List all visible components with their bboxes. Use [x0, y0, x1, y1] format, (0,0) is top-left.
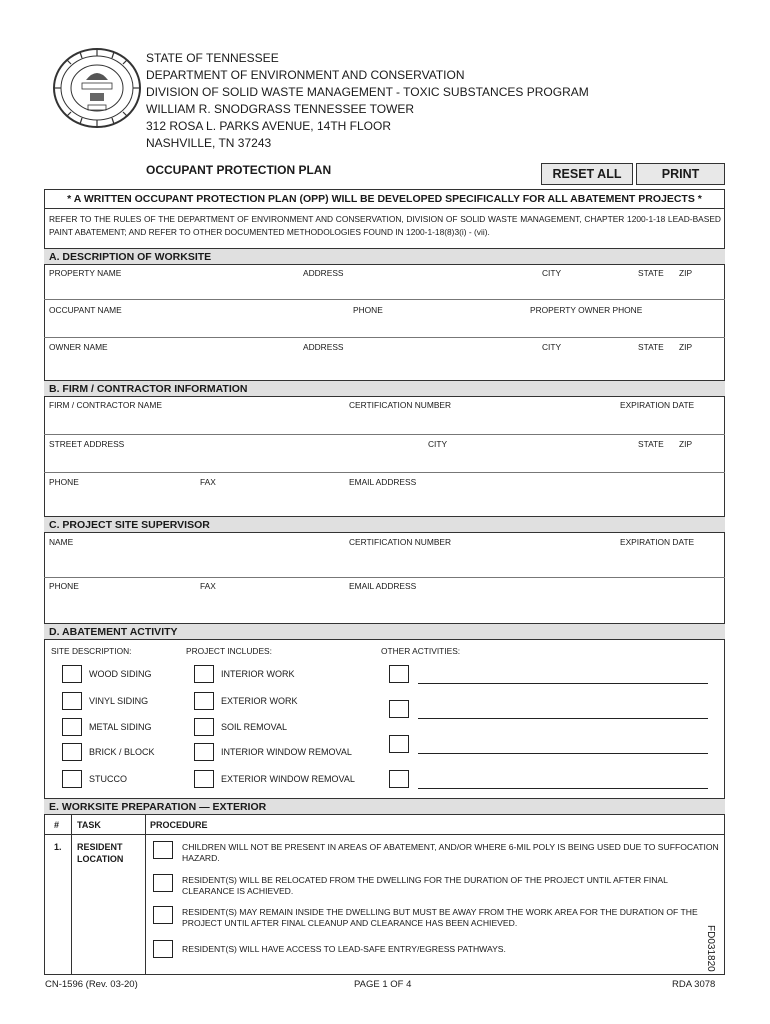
col-procedure-header: PROCEDURE [150, 820, 208, 830]
section-d-header: D. ABATEMENT ACTIVITY [44, 623, 725, 640]
divider [44, 472, 725, 473]
exterior-work-label: EXTERIOR WORK [221, 696, 298, 706]
task-resident: RESIDENT [77, 842, 123, 852]
task-location: LOCATION [77, 854, 124, 864]
form-title: OCCUPANT PROTECTION PLAN [146, 163, 332, 177]
exterior-window-removal-label: EXTERIOR WINDOW REMOVAL [221, 774, 355, 784]
address-label: ADDRESS [303, 268, 344, 278]
procedure-2-text: RESIDENT(S) WILL BE RELOCATED FROM THE DWELLING FOR THE DURATION OF THE PROJECT UNTIL AFTER FINAL CLEARANCE IS ACHIEVED. [182, 875, 668, 896]
other-activities-label: OTHER ACTIVITIES: [381, 646, 461, 656]
metal-siding-label: METAL SIDING [89, 722, 152, 732]
owner-field[interactable] [49, 355, 721, 375]
worksite-property-field[interactable] [49, 281, 721, 296]
print-button[interactable]: PRINT [636, 163, 725, 185]
property-name-label: PROPERTY NAME [49, 268, 122, 278]
agency-header [146, 50, 589, 152]
col-number-header: # [54, 820, 60, 830]
other-activity-2-checkbox[interactable] [389, 700, 409, 718]
divider [44, 337, 725, 338]
tennessee-seal-icon [52, 47, 142, 129]
table-header-divider [44, 834, 725, 835]
header-line: WILLIAM R. SNODGRASS TENNESSEE TOWER [146, 102, 415, 116]
interior-work-checkbox[interactable] [194, 665, 214, 683]
section-a-header: A. DESCRIPTION OF WORKSITE [44, 248, 725, 265]
firm-expiration-label: EXPIRATION DATE [620, 400, 695, 410]
column-divider [71, 815, 72, 974]
wood-siding-checkbox[interactable] [62, 665, 82, 683]
other-activity-4-checkbox[interactable] [389, 770, 409, 788]
exterior-work-checkbox[interactable] [194, 692, 214, 710]
owner-city-label: CITY [542, 342, 562, 352]
header-line: DIVISION OF SOLID WASTE MANAGEMENT - TOXIC SUBSTANCES PROGRAM [146, 85, 589, 99]
owner-address-label: ADDRESS [303, 342, 344, 352]
stucco-checkbox[interactable] [62, 770, 82, 788]
exterior-window-removal-checkbox[interactable] [194, 770, 214, 788]
section-b-header: B. FIRM / CONTRACTOR INFORMATION [44, 380, 725, 397]
vinyl-siding-checkbox[interactable] [62, 692, 82, 710]
other-activity-4-input[interactable] [418, 788, 708, 789]
supervisor-fax-label: FAX [200, 581, 216, 591]
owner-zip-label: ZIP [679, 342, 693, 352]
zip-label: ZIP [679, 268, 693, 278]
opp-banner: * A WRITTEN OCCUPANT PROTECTION PLAN (OPP) WILL BE DEVELOPED SPECIFICALLY FOR ALL ABATEMENT PROJECTS * [44, 189, 725, 209]
page-indicator: PAGE 1 OF 4 [354, 979, 412, 990]
firm-email-label: EMAIL ADDRESS [349, 477, 417, 487]
supervisor-field[interactable] [49, 550, 721, 574]
occupant-field[interactable] [49, 318, 721, 333]
other-activity-2-input[interactable] [418, 718, 708, 719]
firm-cert-label: CERTIFICATION NUMBER [349, 400, 452, 410]
document-code: FD031820 [705, 925, 716, 972]
other-activity-3-input[interactable] [418, 753, 708, 754]
procedure-2-checkbox[interactable] [153, 874, 173, 892]
interior-window-removal-checkbox[interactable] [194, 743, 214, 761]
supervisor-phone-label: PHONE [49, 581, 79, 591]
owner-state-label: STATE [638, 342, 664, 352]
procedure-1-checkbox[interactable] [153, 841, 173, 859]
header-line: 312 ROSA L. PARKS AVENUE, 14TH FLOOR [146, 119, 391, 133]
procedure-3-text: RESIDENT(S) MAY REMAIN INSIDE THE DWELLING BUT MUST BE AWAY FROM THE WORK AREA FOR THE DURATION OF THE PROJECT UNTIL AFTER FINAL CLEANUP AND CLEARANCE HAS BEEN ACHIEVED. [182, 907, 698, 928]
firm-phone-label: PHONE [49, 477, 79, 487]
divider [44, 299, 725, 300]
reset-all-button[interactable]: RESET ALL [541, 163, 633, 185]
occupant-name-label: OCCUPANT NAME [49, 305, 122, 315]
street-address-label: STREET ADDRESS [49, 439, 125, 449]
soil-removal-label: SOIL REMOVAL [221, 722, 288, 732]
procedure-4-text: RESIDENT(S) WILL HAVE ACCESS TO LEAD-SAFE ENTRY/EGRESS PATHWAYS. [182, 944, 506, 954]
property-owner-phone-label: PROPERTY OWNER PHONE [530, 305, 643, 315]
brick-block-checkbox[interactable] [62, 743, 82, 761]
supervisor-name-label: NAME [49, 537, 74, 547]
project-includes-label: PROJECT INCLUDES: [186, 646, 272, 656]
brick-block-label: BRICK / BLOCK [89, 747, 155, 757]
rda-number: RDA 3078 [672, 979, 716, 990]
divider [44, 434, 725, 435]
row-number: 1. [54, 842, 62, 852]
section-e-header: E. WORKSITE PREPARATION — EXTERIOR [44, 798, 725, 815]
header-line: DEPARTMENT OF ENVIRONMENT AND CONSERVATION [146, 68, 465, 82]
supervisor-email-label: EMAIL ADDRESS [349, 581, 417, 591]
section-c-header: C. PROJECT SITE SUPERVISOR [44, 516, 725, 533]
owner-name-label: OWNER NAME [49, 342, 108, 352]
metal-siding-checkbox[interactable] [62, 718, 82, 736]
firm-fax-label: FAX [200, 477, 216, 487]
vinyl-siding-label: VINYL SIDING [89, 696, 149, 706]
wood-siding-label: WOOD SIDING [89, 669, 152, 679]
firm-name-label: FIRM / CONTRACTOR NAME [49, 400, 162, 410]
column-divider [145, 815, 146, 974]
phone-label: PHONE [353, 305, 383, 315]
city-label: CITY [542, 268, 562, 278]
procedure-4-checkbox[interactable] [153, 940, 173, 958]
header-line: NASHVILLE, TN 37243 [146, 136, 272, 150]
state-label: STATE [638, 268, 664, 278]
interior-window-removal-label: INTERIOR WINDOW REMOVAL [221, 747, 352, 757]
rules-reference-text: REFER TO THE RULES OF THE DEPARTMENT OF ENVIRONMENT AND CONSERVATION, DIVISION OF SOLID WASTE MANAGEMENT, CHAPTER 1200-1-18 LEAD-BASED PAINT ABATEMENT; AND REFER TO OTHER DOCUMENTED METHODOLOGIES FOUND IN 1200-1-18(8)3(i) - (vii). [49, 214, 721, 237]
stucco-label: STUCCO [89, 774, 127, 784]
supervisor-cert-label: CERTIFICATION NUMBER [349, 537, 452, 547]
site-description-label: SITE DESCRIPTION: [51, 646, 132, 656]
col-task-header: TASK [77, 820, 101, 830]
interior-work-label: INTERIOR WORK [221, 669, 295, 679]
supervisor-expiration-label: EXPIRATION DATE [620, 537, 695, 547]
firm-city-label: CITY [428, 439, 448, 449]
supervisor-contact-field[interactable] [49, 594, 721, 618]
procedure-1-text: CHILDREN WILL NOT BE PRESENT IN AREAS OF ABATEMENT, AND/OR WHERE 6-MIL POLY IS BEING USED DUE TO SUFFOCATION HAZARD. [182, 842, 719, 863]
other-activity-3-checkbox[interactable] [389, 735, 409, 753]
firm-state-label: STATE [638, 439, 664, 449]
procedure-3-checkbox[interactable] [153, 906, 173, 924]
header-line: STATE OF TENNESSEE [146, 51, 279, 65]
firm-zip-label: ZIP [679, 439, 693, 449]
soil-removal-checkbox[interactable] [194, 718, 214, 736]
divider [44, 577, 725, 578]
firm-field[interactable] [49, 413, 721, 431]
other-activity-1-checkbox[interactable] [389, 665, 409, 683]
form-number: CN-1596 (Rev. 03-20) [45, 979, 138, 990]
firm-contact-field[interactable] [49, 490, 721, 512]
firm-street-field[interactable] [49, 452, 721, 469]
other-activity-1-input[interactable] [418, 683, 708, 684]
